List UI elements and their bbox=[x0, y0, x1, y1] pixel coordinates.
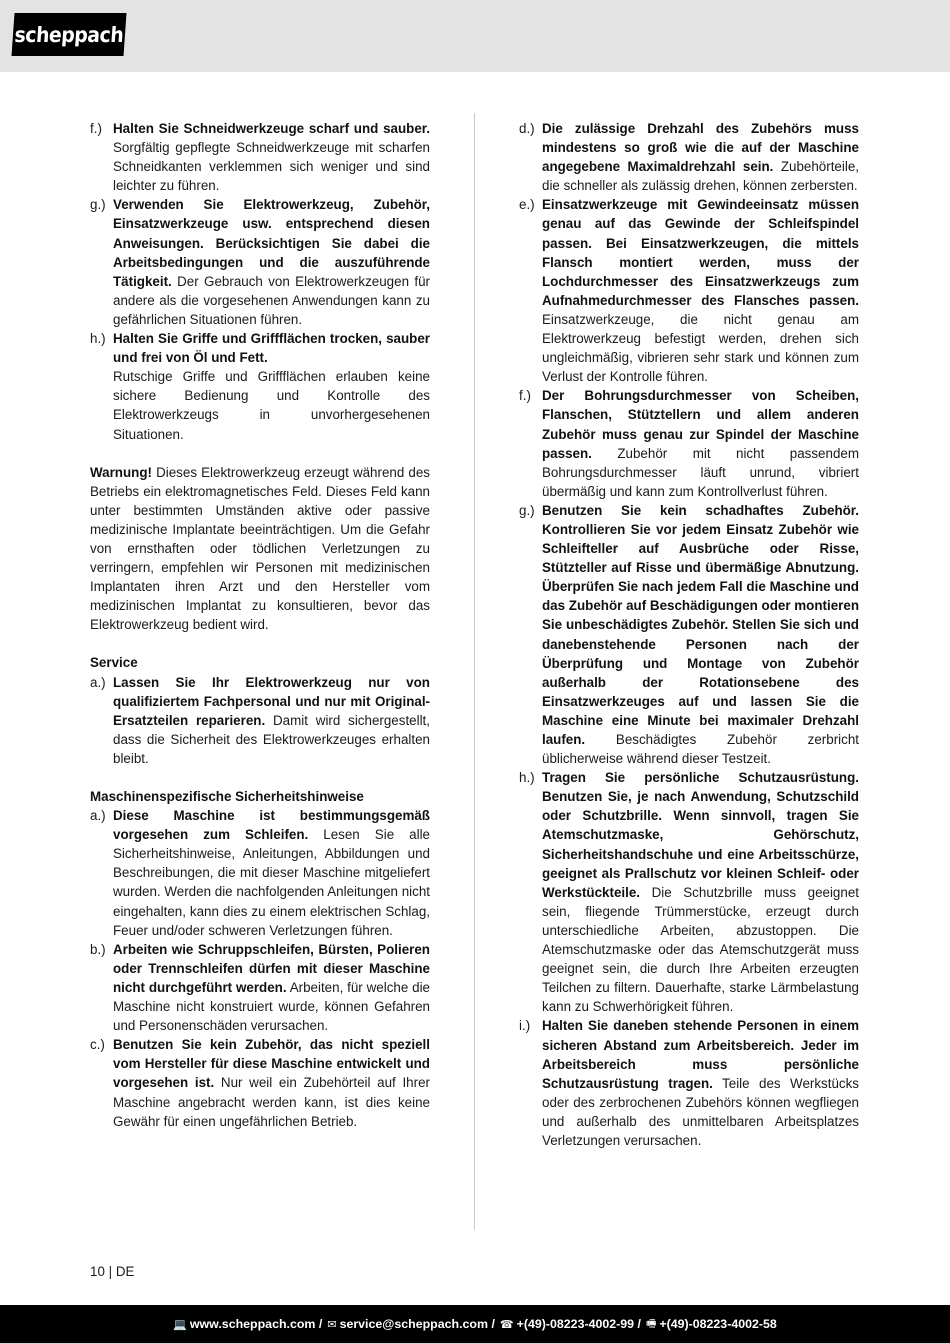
contact-bar bbox=[0, 1305, 950, 1343]
list-item bbox=[519, 501, 859, 768]
item-text: Arbeiten wie Schruppschleifen, Bürsten, Polieren oder Trennschleifen dürfen mit dieser Maschine nicht durchgeführt werden. Arbeiten, für welche die Maschine nicht konstruiert wurde, können Gefahren und Personenschäden verursachen. bbox=[113, 941, 430, 1034]
item-text: Benutzen Sie kein Zubehör, das nicht speziell vom Hersteller für diese Maschine entwickelt und vorgesehen ist. Nur weil ein Zubehörteil auf Ihrer Maschine angebracht werden kann, ist dies keine Gewähr für einen ungefährlichen Betrieb. bbox=[113, 1037, 430, 1129]
list-item bbox=[90, 119, 430, 195]
item-text: Einsatzwerkzeuge mit Gewindeeinsatz müssen genau auf das Gewinde der Schleifspindel passen. Bei Einsatzwerkzeugen, die mittels Flansch montiert werden, muss der Lochdurchmesser des Einsatzwerkzeugs zum Aufnahmedurchmesser des Flansches passen. Einsatzwerkzeuge, die nicht genau am Elektrowerkzeug befestigt werden, drehen sich ungleichmäßig, vibrieren sehr stark und können zum Verlust der Kontrolle führen. bbox=[542, 197, 859, 385]
computer-icon: 💻 bbox=[173, 1318, 187, 1331]
item-label: f.) bbox=[90, 121, 102, 136]
item-label: f.) bbox=[519, 388, 531, 404]
item-text: Benutzen Sie kein schadhaftes Zubehör. Kontrollieren Sie vor jedem Einsatz Zubehör wie Schleifteller auf Ausbrüche oder Risse, Stützteller auf Risse und übermäßige Abnutzung. Überprüfen Sie nach jedem Fall die Maschine und das Zubehör auf Beschädigungen oder montieren Sie unbeschädigtes Zubehör. Stellen Sie sich und danebenstehende Personen nach der Überprüfung und Montage von Zubehör außerhalb der Rotationsebene des Einsatzwerkzeuges auf und lassen Sie die Maschine eine Minute bei maximaler Drehzahl laufen. Beschädigtes Zubehör zerbricht üblicherweise während dieser Testzeit. bbox=[542, 502, 859, 767]
item-text: Lassen Sie Ihr Elektrowerkzeug nur von qualifiziertem Fachpersonal und nur mit Original-Ersatzteilen reparieren. Damit wird sichergestellt, dass die Sicherheit des Elektrowerkzeuges erhalten bleibt. bbox=[113, 674, 430, 766]
item-text: Halten Sie daneben stehende Personen in einem sicheren Abstand zum Arbeitsbereich. Jeder im Arbeitsbereich muss persönliche Schutzausrüstung tragen. Teile des Werkstücks oder des zerbrochenen Zubehörs können wegfliegen und außerhalb des unmittelbaren Arbeitsplatzes Verletzungen verursachen. bbox=[542, 1018, 859, 1148]
item-text: Der Bohrungsdurchmesser von Scheiben, Flanschen, Stütztellern und allem anderen Zubehör muss genau zur Spindel der Maschine passen. Zubehör mit nicht passendem Bohrungsdurchmesser läuft unrund, vibriert übermäßig und kann zum Kontrollverlust führen. bbox=[542, 388, 859, 499]
item-label: c.) bbox=[90, 1037, 105, 1053]
list-item bbox=[90, 673, 430, 768]
website-link[interactable]: www.scheppach.com / bbox=[189, 1317, 323, 1331]
page-number: 10 | DE bbox=[90, 1264, 135, 1279]
list-item bbox=[519, 768, 859, 1016]
item-label: i.) bbox=[519, 1018, 531, 1034]
item-text: Tragen Sie persönliche Schutzausrüstung. Benutzen Sie, je nach Anwendung, Schutzschild oder Schutzbrille. Wenn sinnvoll, tragen Sie Atemschutzmaske, Gehörschutz, Sicherheitshandschuhe und eine Arbeitsschürze, geeignet als Prallschutz vor kleinen Schleif- oder Werkstückteile. Die Schutzbrille muss geeignet sein, fliegende Trümmerstücke, erzeugt durch unterschiedliche Arbeiten, abzustoppen. Die Atemschutzmaske oder das Atemschutzgerät muss geeignet sein, die durch Ihre Arbeiten erzeugten Teilchen zu filtern. Dauerhafte, starke Lärmbelastung kann zu Schwerhörigkeit führen. bbox=[542, 770, 859, 1015]
phone-number: +(49)-08223-4002-99 / bbox=[516, 1317, 641, 1331]
email-link[interactable]: service@scheppach.com / bbox=[339, 1317, 495, 1331]
list-item bbox=[519, 195, 859, 386]
item-text: Die zulässige Drehzahl des Zubehörs muss mindestens so groß wie die auf der Maschine angegebene Maximaldrehzahl sein. Zubehörteile, die schneller als zulässig drehen, können zerbersten. bbox=[542, 121, 859, 194]
left-column bbox=[90, 119, 430, 1131]
right-column bbox=[519, 119, 859, 1150]
item-label: h.) bbox=[90, 331, 106, 347]
email-icon: ✉ bbox=[327, 1318, 337, 1331]
list-item bbox=[519, 119, 859, 195]
scheppach-logo: scheppach bbox=[11, 13, 126, 56]
machine-safety-heading: Maschinenspezifische Sicherheitshinweise bbox=[90, 789, 364, 804]
list-item bbox=[90, 940, 430, 1035]
column-divider bbox=[474, 113, 475, 1230]
item-label: b.) bbox=[90, 941, 106, 957]
list-item bbox=[90, 806, 430, 940]
warning-paragraph: Warnung! Dieses Elektrowerkzeug erzeugt während des Betriebs ein elektromagnetisches Feld. Dieses Feld kann unter bestimmten Umständen aktive oder passive medizinische Implantate beeinträchtigen. Um die Gefahr von ernsthaften oder tödlichen Verletzungen zu verringern, empfehlen wir Personen mit medizinischen Implantaten ihren Arzt und den Hersteller vom medizinischen Implantat zu konsultieren, bevor das Elektrowerkzeug bedient wird. bbox=[90, 464, 430, 633]
phone-icon: ☎ bbox=[499, 1318, 514, 1331]
item-label: a.) bbox=[90, 674, 106, 690]
fax-number: +(49)-08223-4002-58 bbox=[659, 1317, 777, 1331]
item-text: Diese Maschine ist bestimmungsgemäß vorgesehen zum Schleifen. Lesen Sie alle Sicherheitshinweise, Anleitungen, Abbildungen und Beschreibungen, die mit dieser Maschine mitgeliefert wurden. Werden die nachfolgenden Anleitungen nicht eingehalten, kann dies zu einem elektrischen Schlag, Feuer und/oder schweren Verletzungen führen. bbox=[113, 808, 431, 938]
list-item bbox=[519, 1016, 859, 1150]
item-text: Halten Sie Schneidwerkzeuge scharf und sauber. Sorgfältig gepflegte Schneidwerkzeuge mit scharfen Schneidkanten verklemmen sich weniger und sind leichter zu führen. bbox=[113, 121, 430, 194]
list-item bbox=[90, 195, 430, 329]
page-header bbox=[0, 0, 950, 72]
item-text: Verwenden Sie Elektrowerkzeug, Zubehör, Einsatzwerkzeuge usw. entsprechend diesen Anweisungen. Berücksichtigen Sie dabei die Arbeitsbedingungen und die auszuführende Tätigkeit. Der Gebrauch von Elektrowerkzeugen für andere als die vorgesehenen Anwendungen kann zu gefährlichen Situationen führen. bbox=[113, 197, 430, 327]
item-label: h.) bbox=[519, 770, 535, 786]
list-item bbox=[90, 1035, 430, 1130]
fax-icon: 🖷 bbox=[645, 1317, 657, 1330]
item-text: Halten Sie Griffe und Griffflächen trocken, sauber und frei von Öl und Fett. Rutschige Griffe und Griffflächen erlauben keine sichere Bedienung und Kontrolle des Elektrowerkzeugs in unvorhergesehenen Situationen. bbox=[113, 331, 430, 442]
list-item bbox=[519, 386, 859, 501]
item-label: g.) bbox=[519, 502, 535, 518]
service-heading: Service bbox=[90, 655, 138, 671]
item-label: a.) bbox=[90, 808, 106, 824]
item-label: g.) bbox=[90, 197, 106, 213]
list-item bbox=[90, 329, 430, 444]
item-label: d.) bbox=[519, 121, 535, 136]
item-label: e.) bbox=[519, 197, 535, 213]
